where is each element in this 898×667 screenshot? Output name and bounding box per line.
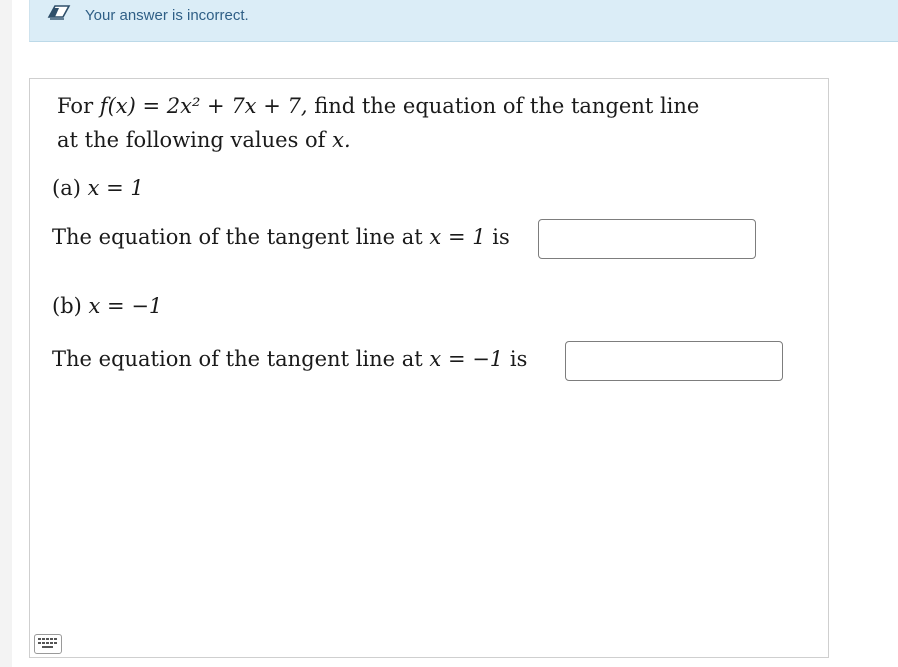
prompt-for: For	[57, 94, 94, 118]
part-b-letter: (b)	[52, 294, 82, 318]
question-prompt	[57, 89, 757, 157]
left-margin-strip	[0, 0, 12, 667]
part-a-answer-input[interactable]	[538, 219, 756, 259]
keyboard-button[interactable]	[34, 634, 62, 654]
prompt-line2-var: x.	[332, 128, 351, 152]
part-b-answer-suffix: is	[509, 347, 528, 371]
prompt-line2-text: at the following values of	[57, 128, 326, 152]
part-a-answer-var: x = 1	[429, 225, 486, 249]
feedback-message: Your answer is incorrect.	[85, 7, 249, 24]
part-b-answer-prefix: The equation of the tangent line at	[52, 347, 423, 371]
part-b-value: x = −1	[88, 294, 163, 318]
part-a-answer-prefix: The equation of the tangent line at	[52, 225, 423, 249]
part-a-value: x = 1	[87, 176, 144, 200]
prompt-function: f(x) = 2x² + 7x + 7,	[99, 94, 308, 118]
part-b-label	[52, 291, 162, 321]
question-panel	[29, 78, 829, 658]
prompt-rest-line1: find the equation of the tangent line	[314, 94, 700, 118]
part-a-letter: (a)	[52, 176, 81, 200]
keyboard-icon	[35, 635, 61, 653]
part-a-answer-suffix: is	[492, 225, 510, 249]
part-b-answer-var: x = −1	[429, 347, 504, 371]
part-b-answer-line	[52, 344, 527, 374]
eraser-icon	[47, 4, 71, 20]
part-a-label	[52, 173, 144, 203]
part-b-answer-input[interactable]	[565, 341, 783, 381]
feedback-banner	[29, 0, 898, 42]
part-a-answer-line	[52, 222, 510, 252]
